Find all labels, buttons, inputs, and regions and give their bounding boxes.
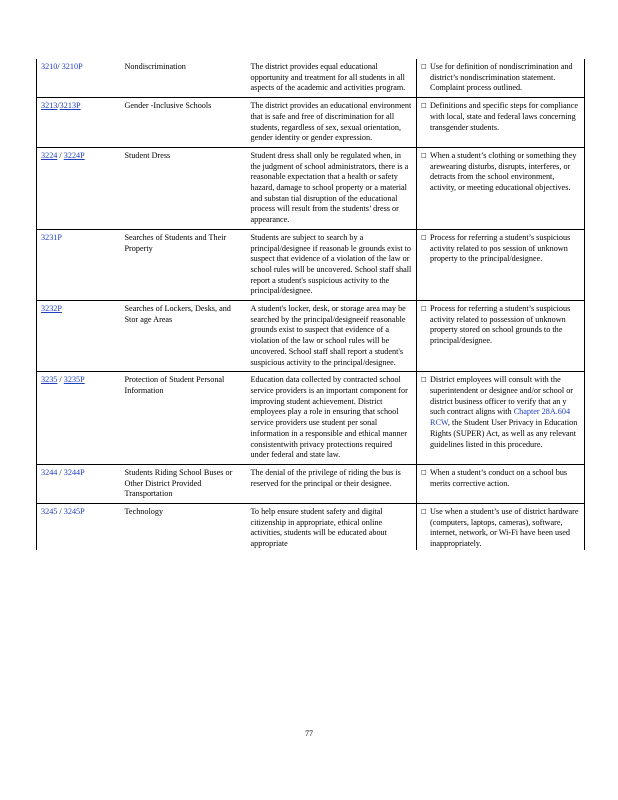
policy-code-link[interactable]: 3245P [63, 507, 85, 517]
policy-code-link[interactable]: 3213P [59, 101, 81, 111]
code-separator: / [57, 150, 64, 160]
policy-code-cell [37, 464, 121, 503]
policy-purpose: When a student’s clothing or something they arewearing disturbs, disrupts, interferes, or detracts from the school environment, activity, or meeting educational objectives. [430, 150, 577, 193]
policy-code-link[interactable]: 3235P [63, 375, 85, 385]
policy-table [36, 59, 585, 550]
policy-rows [37, 59, 585, 550]
policy-purpose: Definitions and specific steps for compliance with local, state and federal laws concerning transgender students. [430, 101, 579, 132]
policy-title: Students Riding School Buses or Other District Provided Transportation [124, 467, 233, 499]
policy-code-link[interactable]: 3232P [41, 304, 62, 314]
checkbox-bullet-icon: □ [421, 151, 427, 159]
policy-code-cell [37, 229, 121, 300]
policy-summary: Education data collected by contracted school service providers is an important component for improving student achievement. District employees play a role in ensuring that school service providers use student per sonal information in a responsible and ethical manner consistentwith privacy protections required under federal and state law. [247, 372, 417, 465]
purpose-text: District employees will consult with the superintendent or designee and/or school or district business officer to verify that an y such contract aligns with [430, 375, 574, 417]
checkbox-bullet-icon: □ [421, 468, 427, 476]
policy-code-link[interactable]: 3213 [41, 101, 58, 111]
policy-purpose-cell [417, 229, 585, 300]
table-row [37, 504, 585, 550]
policy-code-cell [37, 59, 121, 98]
policy-code-cell [37, 504, 121, 550]
checkbox-bullet-icon: □ [421, 376, 427, 384]
table-row [37, 59, 585, 98]
policy-title: Protection of Student Personal Information [124, 375, 225, 395]
policy-summary: The district provides equal educational opportunity and treatment for all students in all aspects of the academic and activities program. [247, 59, 417, 98]
code-separator: / [57, 101, 60, 111]
policy-title: Technology [124, 507, 164, 517]
policy-title: Gender -Inclusive Schools [124, 101, 212, 111]
table-row [37, 372, 585, 465]
policy-code-link[interactable]: 3224 [41, 150, 58, 160]
policy-code-link[interactable]: 3210 [41, 62, 58, 71]
table-row [37, 464, 585, 503]
policy-code-link[interactable]: 3235 [41, 375, 58, 385]
rcw-link[interactable]: Chapter 28A.604 RCW [430, 407, 571, 428]
policy-code-cell [37, 301, 121, 372]
table-row [37, 229, 585, 300]
policy-purpose: Process for referring a student’s suspicious activity related to possession of unknown property stored on school grounds to the principal/designee. [430, 304, 571, 346]
policy-purpose: Use when a student’s use of district hardware (computers, laptops, cameras), software, internet, network, or Wi-Fi have been used inappropriately. [430, 507, 579, 549]
policy-code-cell [37, 98, 121, 148]
policy-summary: To help ensure student safety and digital citizenship in appropriate, ethical online activities, students will be educated about appropriate [247, 504, 417, 550]
policy-purpose-cell [417, 98, 585, 148]
checkbox-bullet-icon: □ [421, 102, 427, 110]
code-separator: / [57, 507, 64, 517]
code-separator: / [57, 62, 62, 71]
policy-title: Student Dress [124, 150, 171, 160]
table-row [37, 147, 585, 229]
policy-title: Nondiscrimination [124, 62, 186, 71]
policy-code-cell [37, 372, 121, 465]
policy-code-cell [37, 147, 121, 229]
policy-purpose: When a student’s conduct on a school bus merits corrective action. [430, 467, 568, 488]
policy-purpose-cell [417, 464, 585, 503]
policy-purpose-cell [417, 59, 585, 98]
policy-code-link[interactable]: 3244P [63, 467, 85, 477]
table-row [37, 301, 585, 372]
policy-code-link[interactable]: 3224P [63, 150, 85, 160]
policy-purpose-cell [417, 301, 585, 372]
policy-purpose-cell [417, 372, 585, 465]
table-row [37, 98, 585, 148]
policy-title: Searches of Lockers, Desks, and Stor age Areas [124, 304, 231, 324]
policy-summary: The denial of the privilege of riding the bus is reserved for the principal or their designee. [247, 464, 417, 503]
checkbox-bullet-icon: □ [421, 305, 427, 313]
purpose-text: , the Student User Privacy in Education Rights (SUPER) Act, as well as any relevant guidelines listed in this procedure. [430, 418, 578, 449]
policy-purpose [430, 375, 580, 450]
code-separator: / [57, 375, 64, 385]
checkbox-bullet-icon: □ [421, 233, 427, 241]
policy-code-link[interactable]: 3210P [61, 62, 83, 71]
policy-code-link[interactable]: 3231P [41, 232, 62, 242]
policy-title: Searches of Students and Their Property [124, 232, 227, 253]
code-separator: / [57, 467, 64, 477]
policy-code-link[interactable]: 3244 [41, 467, 58, 477]
policy-purpose: Process for referring a student’s suspicious activity related to pos session of unknown property to the principal/designee. [430, 232, 571, 264]
policy-purpose: Use for definition of nondiscrimination and district’s nondiscrimination statement. Complaint process outlined. [430, 62, 573, 93]
policy-summary: A student's locker, desk, or storage area may be searched by the principal/designeeif reasonable grounds exist to suspect that evidence of a violation of the law or school rules will be uncovered. School staff shall report a student's suspicious activity to the principal/designee. [247, 301, 417, 372]
policy-summary: The district provides an educational environment that is safe and free of discrimination for all students, regardless of sex, sexual orientation, gender identity or gender expression. [247, 98, 417, 148]
policy-summary: Student dress shall only be regulated when, in the judgment of school administrators, there is a reasonable expectation that a health or safety hazard, damage to school property or a material and substan tial disruption of the educational process will result from the students’ dress or appearance. [247, 147, 417, 229]
policy-purpose-cell [417, 147, 585, 229]
checkbox-bullet-icon: □ [421, 63, 427, 70]
page-number: 77 [305, 729, 313, 738]
checkbox-bullet-icon: □ [421, 508, 427, 516]
policy-purpose-cell [417, 504, 585, 550]
policy-code-link[interactable]: 3245 [41, 507, 58, 517]
policy-summary: Students are subject to search by a principal/designee if reasonab le grounds exist to suspect that evidence of a violation of the law or school rules will be uncovered. School staff shall report a student's suspicious activity to the principal/designee. [247, 229, 417, 300]
